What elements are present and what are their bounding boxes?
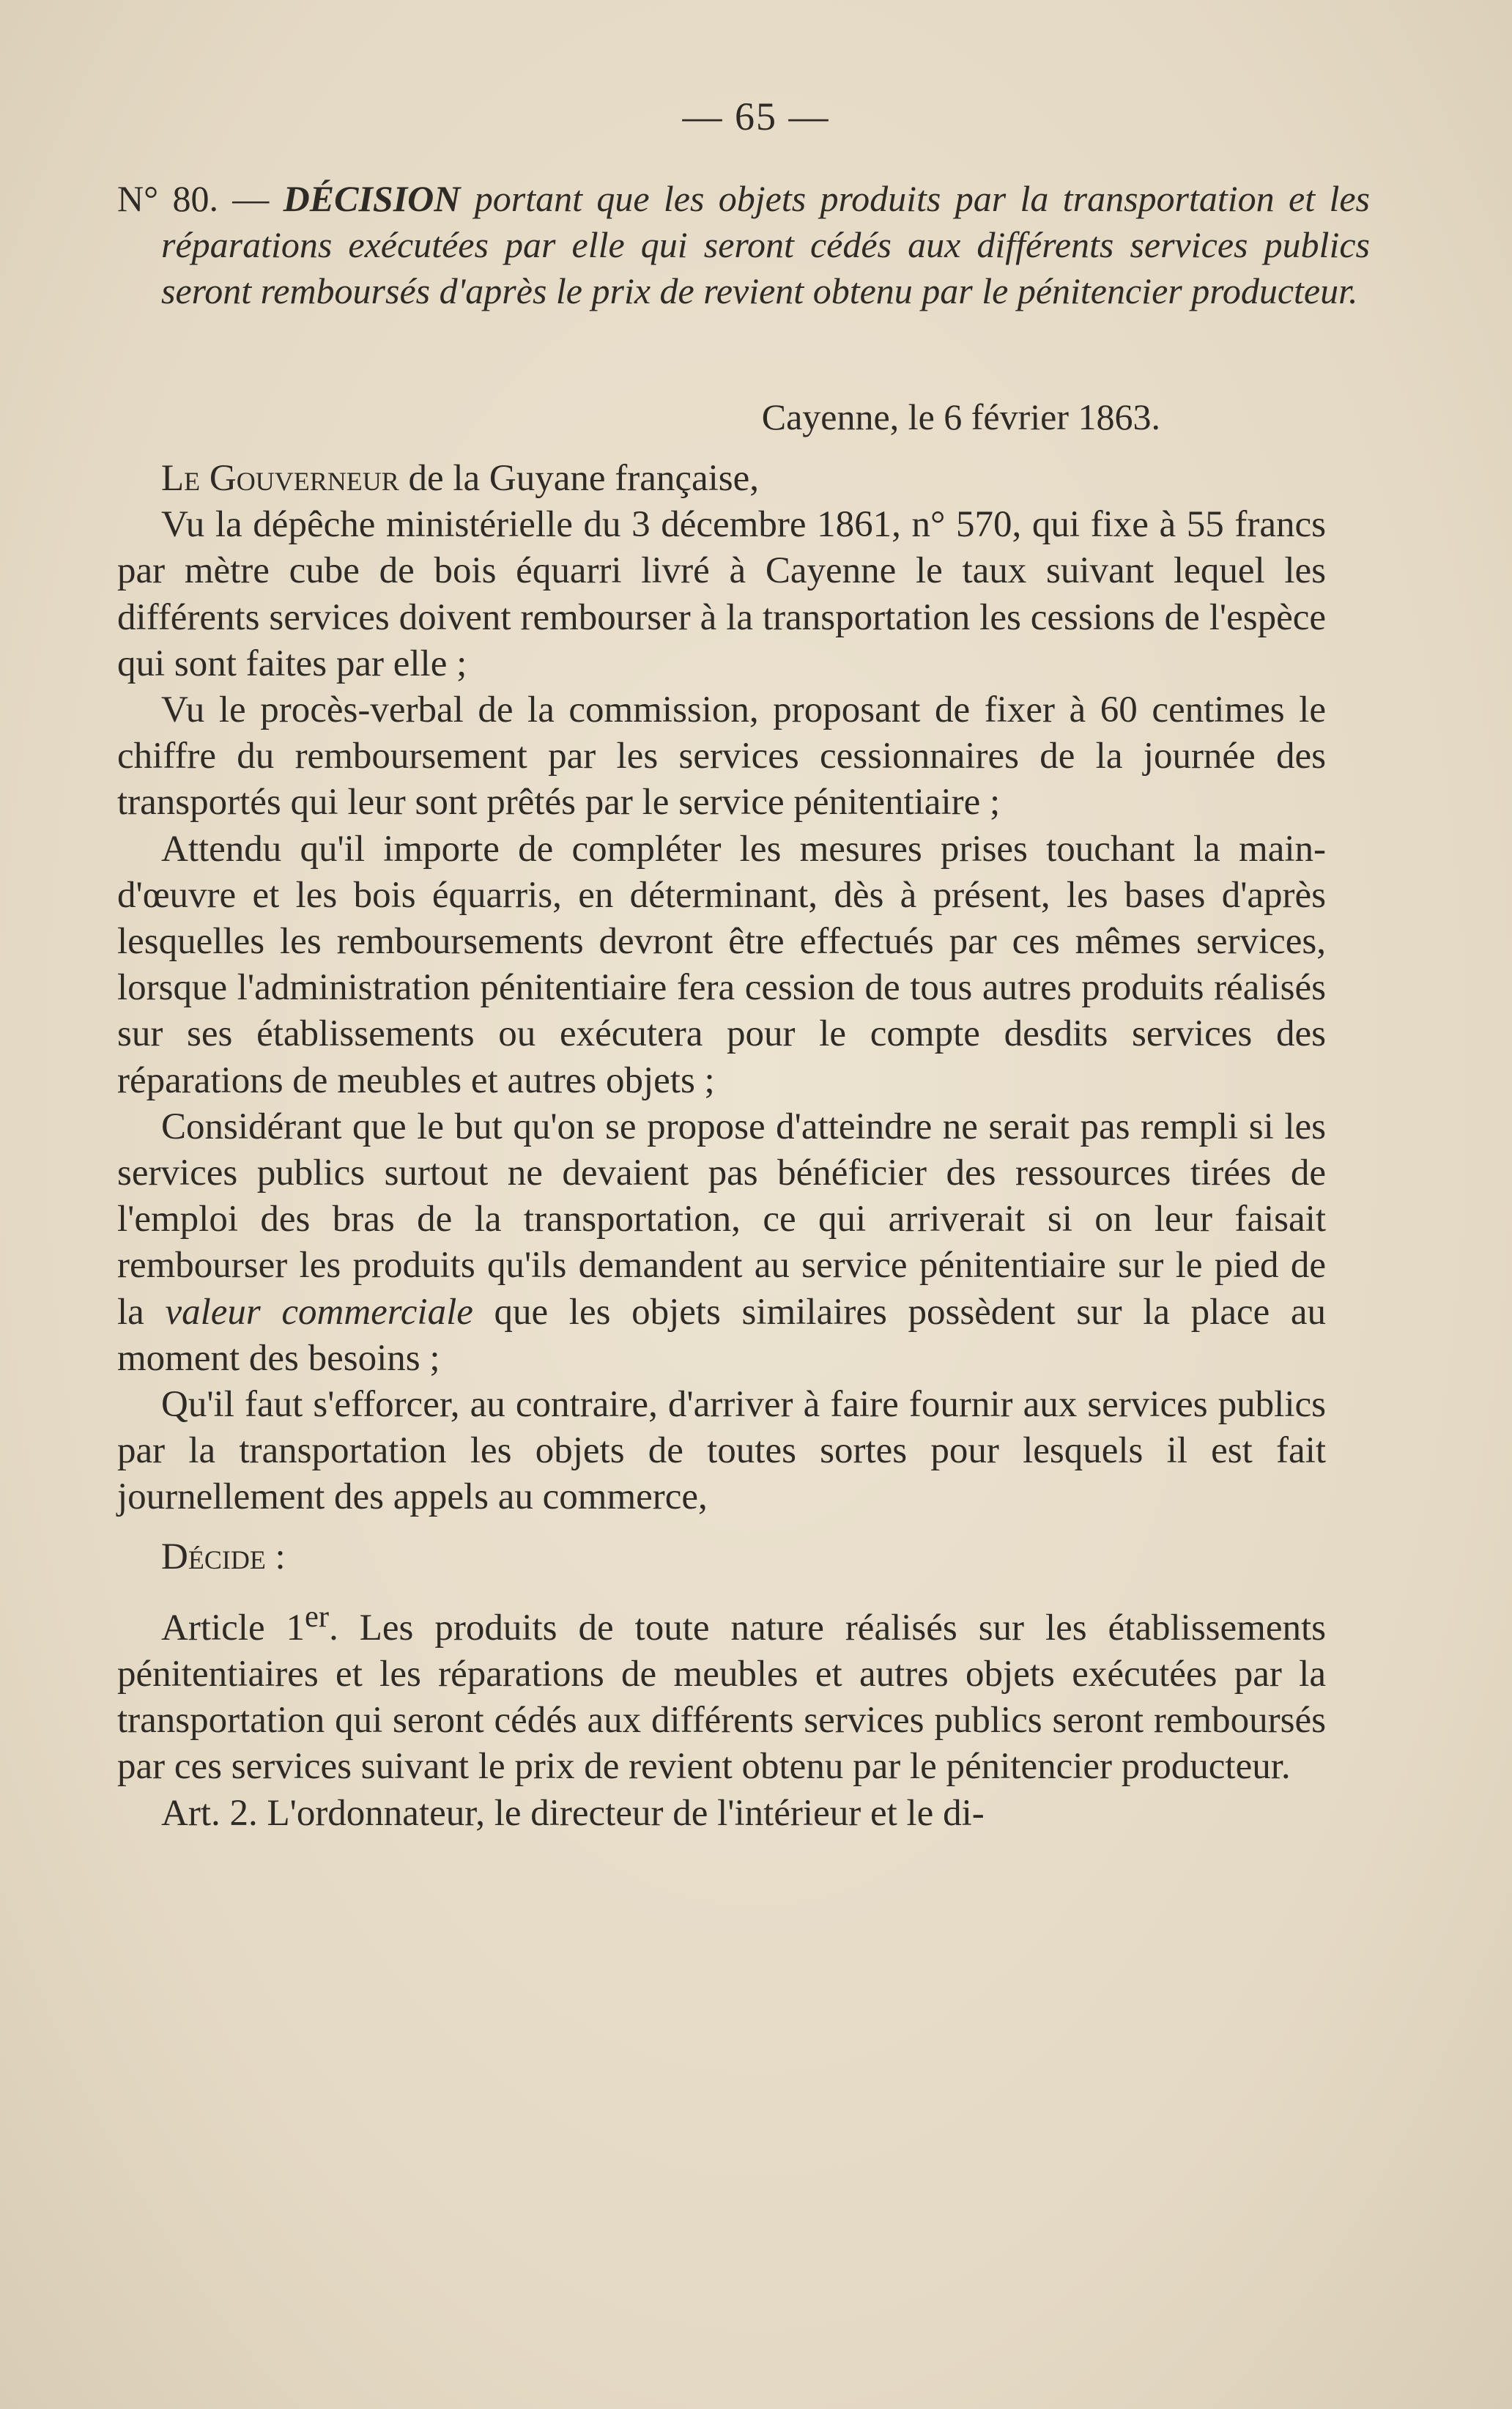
article-1 — [117, 1594, 1326, 1791]
paragraph-quil-faut: Qu'il faut s'efforcer, au contraire, d'arriver à faire fournir aux services publics par la transportation les objets de toutes sortes pour lesquels il est fait journellement des appels au commerce, — [117, 1384, 1326, 1518]
preamble-rest: de la Guyane française, — [399, 458, 760, 499]
decide-label: Décide : — [161, 1536, 286, 1577]
paragraph-attendu: Attendu qu'il importe de compléter les mesures prises touchant la main-d'œuvre et les bois équarris, en déterminant, dès à présent, les bases d'après lesquelles les remboursements devront être effectués par ces mêmes services, lorsque l'administration pénitentiaire fera cession de tous autres produits réalisés sur ses établissements ou exécutera pour le compte desdits services des réparations de meubles et autres objets ; — [117, 828, 1326, 1101]
paragraph-vu-depeche: Vu la dépêche ministérielle du 3 décembre 1861, n° 570, qui fixe à 55 francs par mètre cube de bois équarri livré à Cayenne le taux suivant lequel les différents services doivent rembourser à la transportation les cessions de l'espèce qui sont faites par elle ; — [117, 504, 1326, 684]
preamble-title: Le Gouverneur — [161, 458, 399, 499]
page-number: — 65 — — [682, 95, 830, 138]
article-1-label: Article 1 — [161, 1607, 305, 1648]
preamble — [117, 456, 1326, 502]
considerant-italic: valeur commerciale — [165, 1291, 473, 1333]
article-1-text: . Les produits de toute nature réalisés sur les établissements pénitentiaires et les réparations de meubles et autres objets exécutées par la transportation qui seront cédés aux différents services publics seront remboursés par ces services suivant le prix de revient obtenu par le pénitencier producteur. — [117, 1607, 1326, 1788]
decision-title: DÉCISION — [283, 178, 461, 219]
decision-description: portant que les objets produits par la transportation et les réparations exécutées par elle qui seront cédés aux différents services publics seront remboursés d'après le prix de revient obtenu par le pénitencier producteur. — [161, 178, 1370, 311]
paragraph-vu-proces-verbal: Vu le procès-verbal de la commission, proposant de fixer à 60 centimes le chiffre du remboursement par les services cessionnaires de la journée des transportés qui leur sont prêtés par le service pénitentiaire ; — [117, 689, 1326, 824]
decision-body — [117, 456, 1326, 1837]
decision-heading — [117, 176, 1370, 314]
considerant-text-a: Considérant que le but qu'on se propose d'atteindre ne serait pas rempli si les services publics surtout ne devaient pas bénéficier des ressources tirées de l'emploi des bras de la transportation, ce qui arriverait si on leur faisait rembourser les produits qu'ils demandent au service pénitentiaire sur le pied de la — [117, 1106, 1326, 1333]
article-1-sup: er — [305, 1599, 330, 1634]
decision-number: N° 80. — — [117, 178, 284, 219]
date-line: Cayenne, le 6 février 1863. — [761, 396, 1160, 437]
paragraph-considerant — [117, 1104, 1326, 1382]
considerant-text-b: que les objets similaires possèdent sur la place au moment des besoins ; — [117, 1291, 1327, 1379]
article-2: Art. 2. L'ordonnateur, le directeur de l'intérieur et le di- — [161, 1792, 985, 1834]
